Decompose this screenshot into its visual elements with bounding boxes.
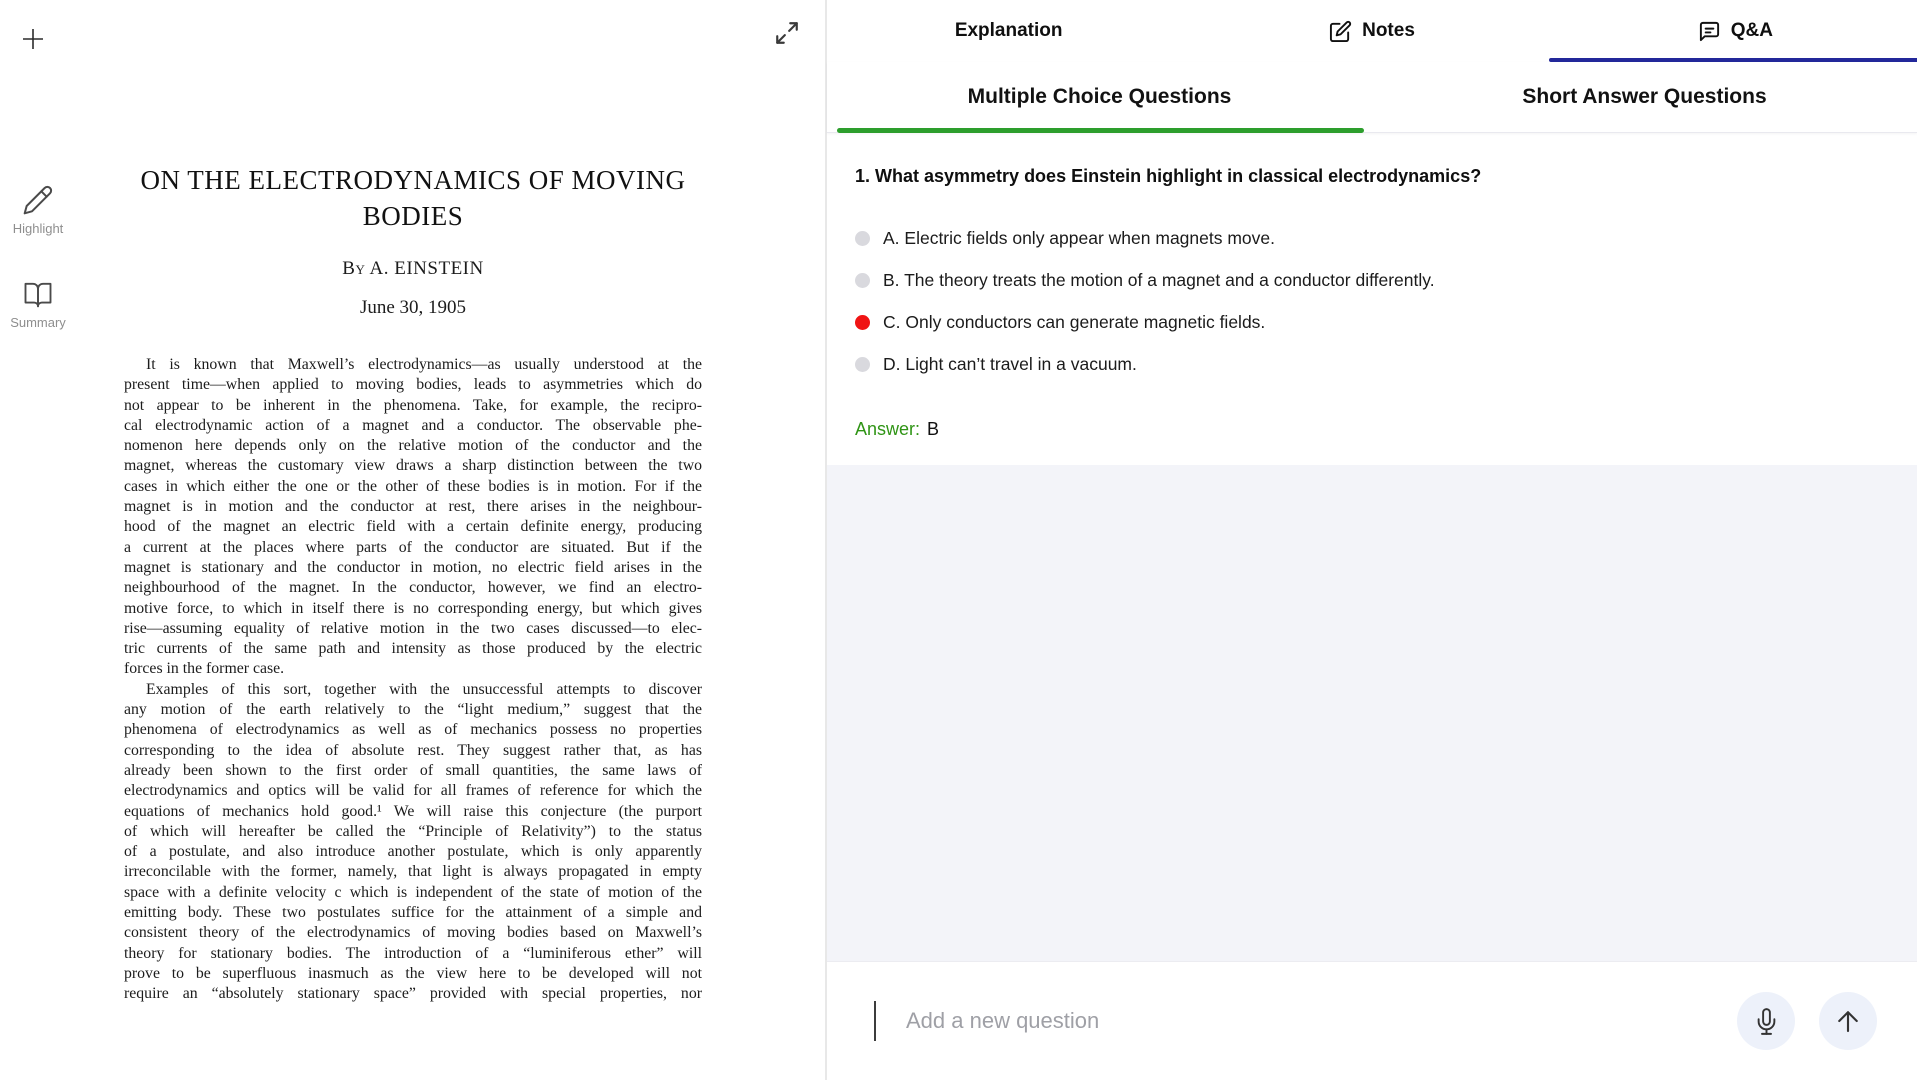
paper-line: magnet is in motion and the conductor at rest, there arises in the neighbour- — [124, 498, 702, 516]
paper-line: already been shown to the first order of small quantities, the same laws of — [124, 761, 702, 779]
option-d-label: D. Light can’t travel in a vacuum. — [883, 353, 1137, 374]
paper-line: prove to be superfluous inasmuch as the view here to be developed will not — [124, 964, 702, 982]
paper-line: cal electrodynamic action of a magnet and a conductor. The observable phe- — [124, 416, 702, 434]
paper-byline: By A. EINSTEIN — [342, 258, 484, 279]
paper-line: It is known that Maxwell’s electrodynamics—as usually understood at the — [146, 356, 702, 373]
tab-explanation-label: Explanation — [954, 20, 1063, 41]
paper-line: theory for stationary bodies. The introduction of a “luminiferous ether” will — [124, 944, 702, 962]
option-d-radio[interactable] — [855, 357, 870, 372]
qa-icon — [1698, 20, 1721, 43]
paper-line: magnet, whereas the customary view draws a sharp distinction between the two — [124, 457, 702, 475]
expand-icon — [774, 20, 800, 46]
question-card — [827, 133, 1917, 465]
subtab-short-answer[interactable] — [1372, 62, 1917, 132]
paper-page — [124, 162, 702, 1005]
expand-button[interactable] — [772, 18, 802, 48]
paper-line: rise—assuming equality of relative motion in the two cases discussed—to elec- — [124, 619, 702, 637]
answer-prefix: Answer: — [855, 419, 921, 439]
option-a-radio[interactable] — [855, 231, 870, 246]
paper-line: present time—when applied to moving bodies, leads to asymmetries which do — [124, 376, 702, 394]
paper-line: motive force, to which in itself there is no corresponding energy, but which gives — [124, 599, 702, 617]
option-c-radio[interactable] — [855, 315, 870, 330]
paper-line: hood of the magnet an electric field with a certain definite energy, producing — [124, 518, 702, 536]
paper-line: forces in the former case. — [124, 660, 285, 678]
paper-line: equations of mechanics hold good.¹ We will raise this conjecture (the purport — [124, 802, 702, 820]
summary-tool-button[interactable] — [6, 280, 70, 330]
paper-title-line2: BODIES — [362, 201, 464, 231]
paper-line: corresponding to the idea of absolute rest. They suggest rather that, as has — [124, 741, 702, 759]
paper-line: phenomena of electrodynamics as well as of mechanics possess no properties — [124, 721, 702, 739]
paper-line: a current at the places where parts of the conductor are situated. But if the — [124, 538, 702, 556]
paper-line: nomenon here depends only on the relative motion of the conductor and the — [124, 437, 702, 455]
paper-line: cases in which either the one or the other of these bodies is in motion. For if the — [124, 477, 702, 495]
paper-body — [124, 355, 702, 1005]
paper-line: require an “absolutely stationary space” provided with special properties, nor — [124, 985, 702, 1003]
subtab-short-answer-label: Short Answer Questions — [1522, 85, 1767, 108]
new-question-composer — [827, 961, 1917, 1080]
document-panel — [0, 0, 827, 1080]
content-background — [827, 465, 1917, 961]
option-b[interactable] — [855, 271, 1887, 289]
paper-line: not appear to be inherent in the phenomena. Take, for example, the recipro- — [124, 396, 702, 414]
qa-subtabbar — [827, 62, 1917, 133]
paper-line: of which will hereafter be called the “Principle of Relativity”) to the status — [124, 822, 702, 840]
notes-icon — [1329, 20, 1352, 43]
text-caret — [874, 1001, 876, 1041]
main-tabbar — [827, 0, 1917, 62]
new-question-input[interactable] — [900, 1008, 1713, 1034]
option-b-radio[interactable] — [855, 273, 870, 288]
paper-line: emitting body. These two postulates suffice for the attainment of a simple and — [124, 904, 702, 922]
summary-label: Summary — [10, 315, 66, 330]
subtab-multiple-choice-label: Multiple Choice Questions — [967, 85, 1232, 108]
book-icon — [21, 280, 55, 310]
tab-qa[interactable] — [1554, 0, 1917, 62]
tab-explanation[interactable] — [827, 0, 1190, 62]
paper-line: magnet is stationary and the conductor in motion, no electric field arises in the — [124, 558, 702, 576]
paper-title-line1: ON THE ELECTRODYNAMICS OF MOVING — [140, 165, 686, 195]
answer-value: B — [927, 419, 940, 439]
paper-line: Examples of this sort, together with the unsuccessful attempts to discover — [146, 680, 702, 698]
option-c[interactable] — [855, 313, 1887, 331]
pencil-icon — [22, 184, 54, 216]
paper-line: tric currents of the same path and intensity as those produced by the electric — [124, 640, 702, 658]
question-text: 1. What asymmetry does Einstein highlight in classical electrodynamics? — [855, 166, 1482, 186]
highlight-tool-button[interactable] — [6, 184, 70, 236]
paper-line: consistent theory of the electrodynamics of moving bodies based on Maxwell’s — [124, 924, 702, 942]
tab-notes[interactable] — [1190, 0, 1553, 62]
subtab-multiple-choice[interactable] — [827, 62, 1372, 132]
mic-button[interactable] — [1737, 992, 1795, 1050]
highlight-label: Highlight — [12, 221, 64, 236]
paper-line: any motion of the earth relatively to the “light medium,” suggest that the — [124, 701, 702, 719]
paper-line: electrodynamics and optics will be valid for all frames of reference for which the — [124, 782, 702, 800]
tab-notes-label: Notes — [1362, 20, 1415, 41]
paper-date: June 30, 1905 — [359, 297, 467, 318]
tab-qa-label: Q&A — [1730, 20, 1773, 41]
add-button[interactable] — [18, 24, 48, 54]
paper-line: of a postulate, and also introduce another postulate, which is only apparently — [124, 843, 702, 861]
option-a-label: A. Electric fields only appear when magnets move. — [883, 227, 1275, 248]
study-panel — [827, 0, 1917, 1080]
mic-icon — [1753, 1008, 1780, 1035]
answer-line — [855, 419, 1887, 440]
paper-line: neighbourhood of the magnet. In the conductor, however, we find an electro- — [124, 579, 702, 597]
paper-title — [124, 162, 702, 234]
paper-line: space with a definite velocity c which is independent of the state of motion of the — [124, 883, 702, 901]
paper-line: irreconcilable with the former, namely, that light is always propagated in empty — [124, 863, 702, 881]
option-b-label: B. The theory treats the motion of a magnet and a conductor differently. — [883, 269, 1435, 290]
submit-question-button[interactable] — [1819, 992, 1877, 1050]
arrow-up-icon — [1833, 1006, 1863, 1036]
options-list — [855, 229, 1887, 373]
plus-icon — [19, 25, 47, 53]
option-a[interactable] — [855, 229, 1887, 247]
option-d[interactable] — [855, 355, 1887, 373]
option-c-label: C. Only conductors can generate magnetic fields. — [883, 311, 1266, 332]
